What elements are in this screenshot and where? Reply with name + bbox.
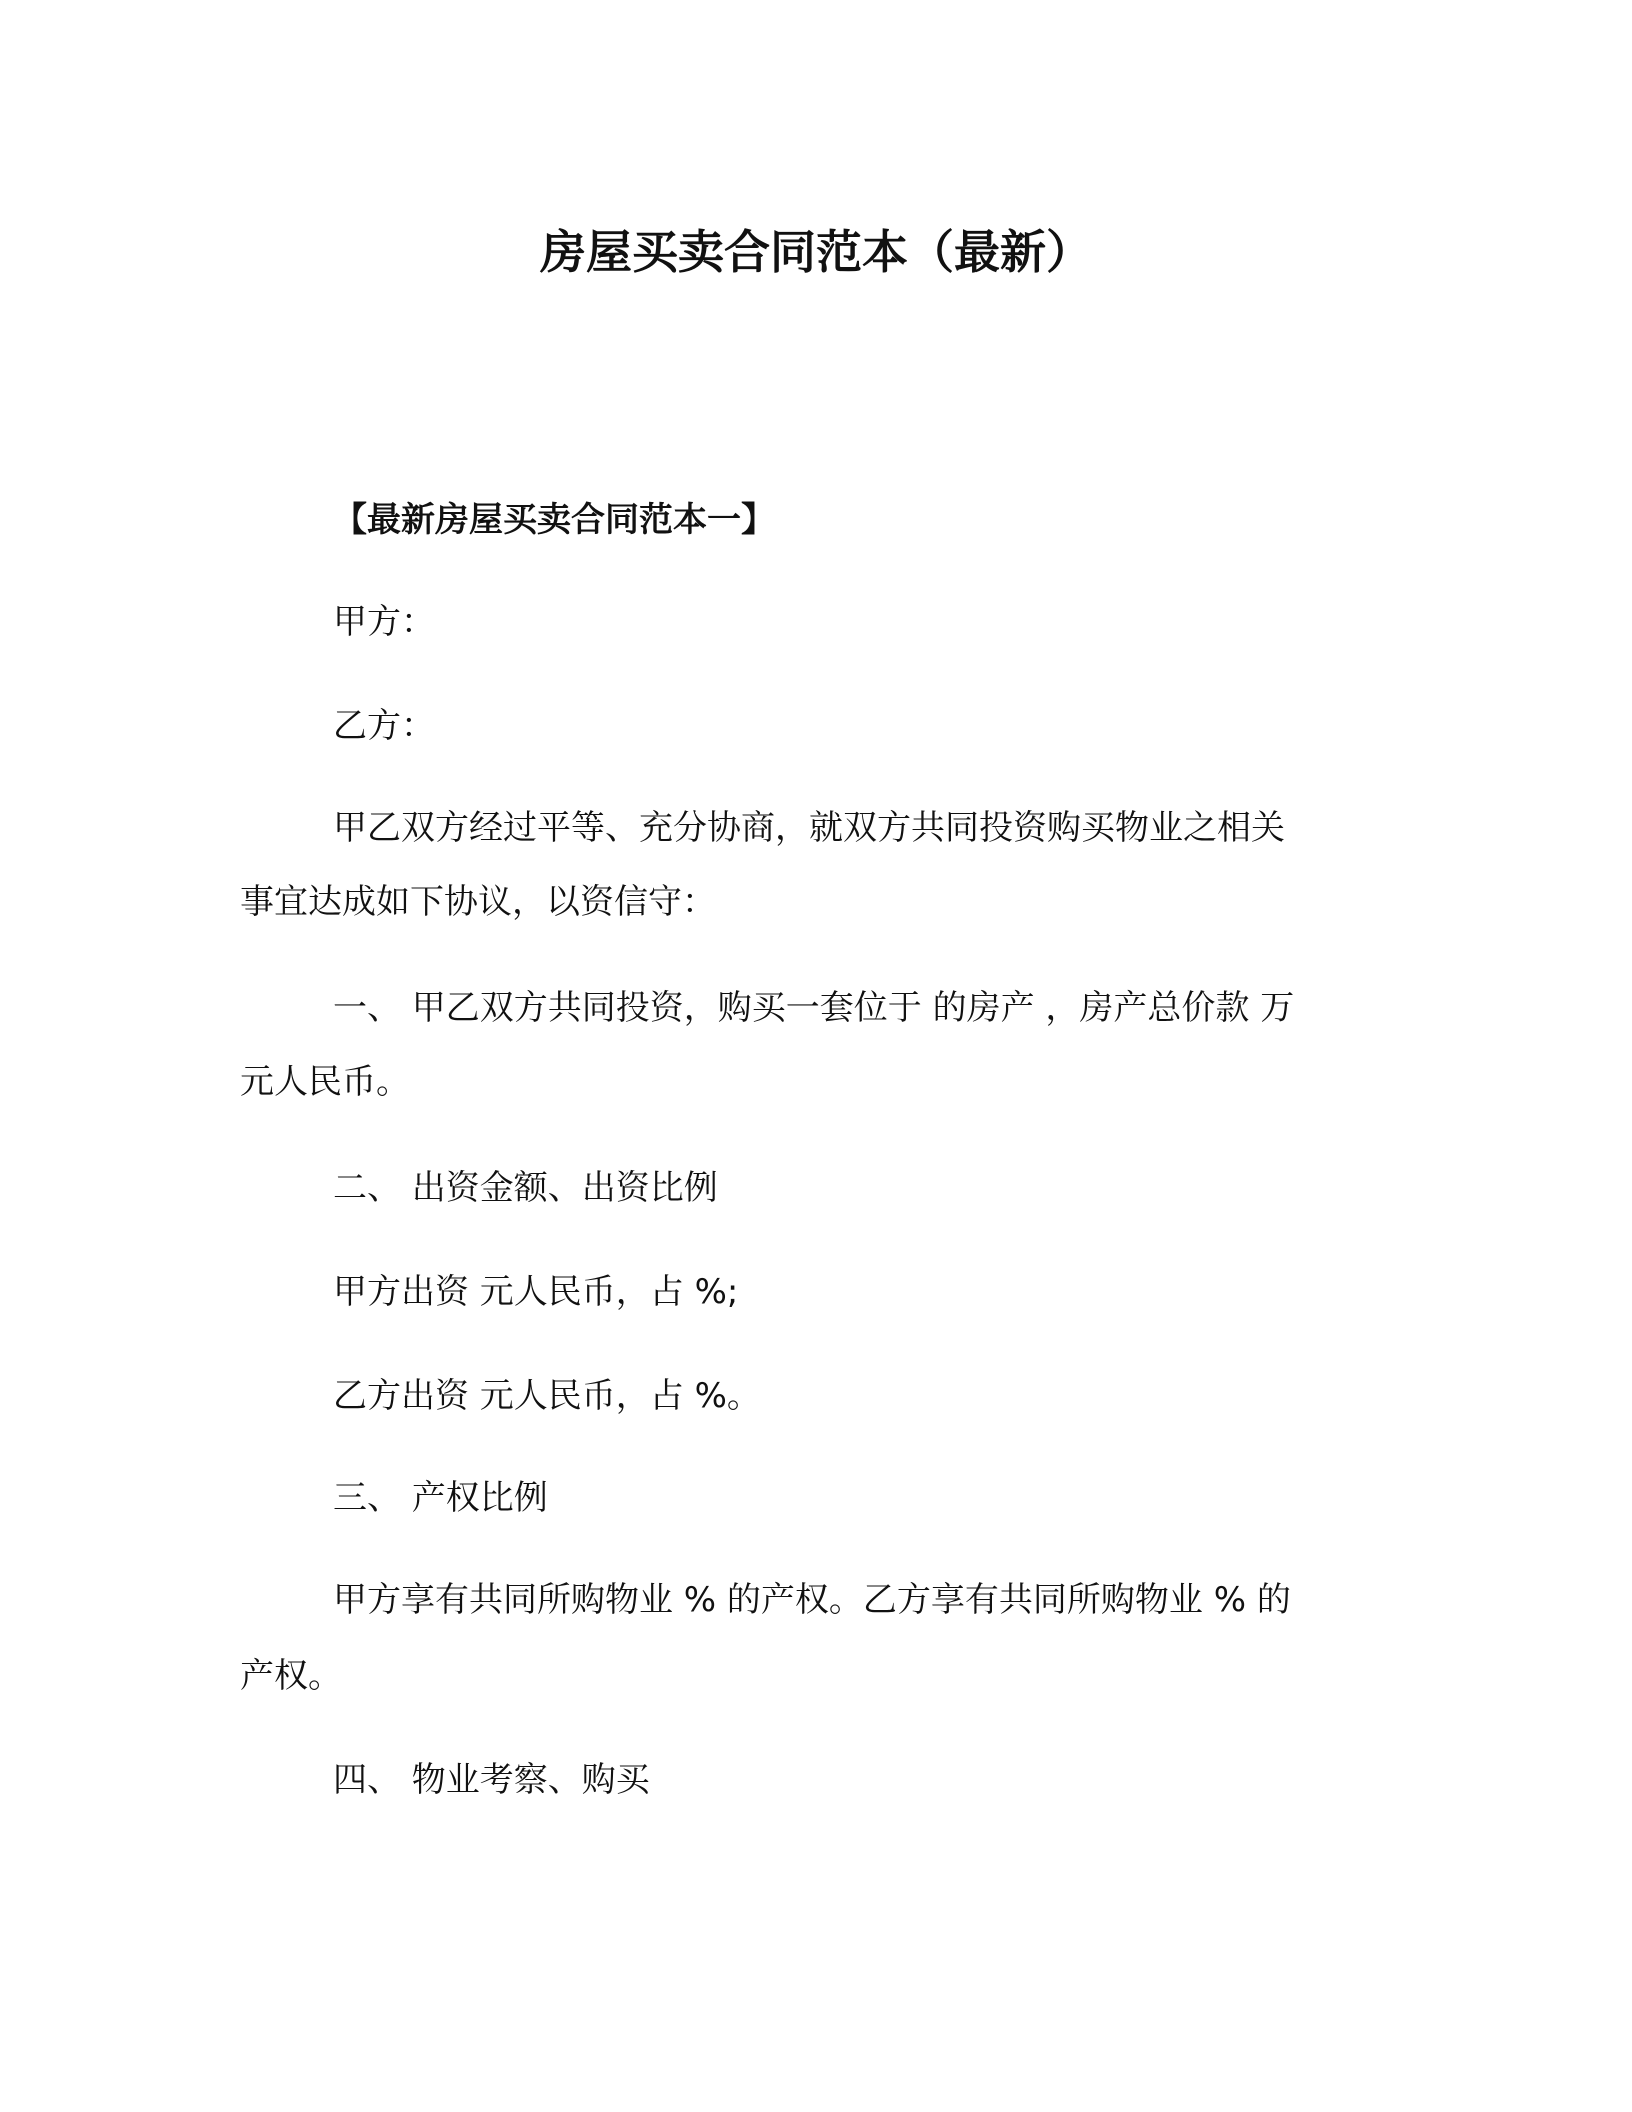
intro-line-1: 甲乙双方经过平等、充分协商，就双方共同投资购买物业之相关	[333, 808, 1285, 848]
clause-1-line-1: 一、 甲乙双方共同投资，购买一套位于 的房产 ，房产总价款 万	[333, 988, 1295, 1028]
clause-3-heading: 三、 产权比例	[333, 1478, 548, 1518]
clause-1-line-2: 元人民币。	[240, 1062, 410, 1102]
clause-2-heading: 二、 出资金额、出资比例	[333, 1168, 718, 1208]
clause-2-party-b: 乙方出资 元人民币，占 %。	[333, 1376, 761, 1416]
section-heading: 【最新房屋买卖合同范本一】	[333, 500, 775, 540]
clause-4-heading: 四、 物业考察、购买	[333, 1760, 650, 1800]
party-a-label: 甲方：	[333, 602, 435, 642]
clause-2-party-a: 甲方出资 元人民币，占 %;	[333, 1272, 739, 1312]
document-title: 房屋买卖合同范本（最新）	[540, 225, 1092, 279]
intro-line-2: 事宜达成如下协议，以资信守：	[240, 882, 716, 922]
clause-3-line-1: 甲方享有共同所购物业 % 的产权。乙方享有共同所购物业 % 的	[333, 1580, 1291, 1620]
party-b-label: 乙方：	[333, 706, 435, 746]
clause-3-line-2: 产权。	[240, 1656, 342, 1696]
